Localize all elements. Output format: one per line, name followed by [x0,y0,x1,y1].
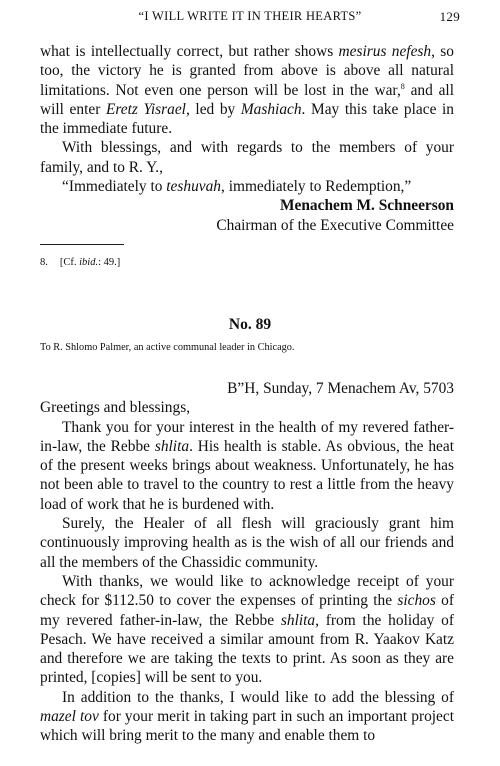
paragraph [40,177,454,196]
italic-term: Mashiach [240,100,302,118]
text-run: what is intellectually correct, but rather shows [40,43,339,60]
text-run: “Immediately to [62,178,167,196]
letter-body [40,379,454,746]
italic-term: mazel tov [40,708,99,726]
paragraph [40,688,454,746]
paragraph [40,572,454,688]
text-run: so too, the victory he is granted from above is above all natural limitations. Not even one person will be lost in the war, [40,43,454,99]
dateline: B”H, Sunday, 7 Menachem Av, 5703 [227,380,454,397]
text-run: and all will enter [40,81,454,118]
text-run: Thank you for your interest in the health of my revered father-in-law, the Rebbe [40,418,454,455]
greeting: Greetings and blessings, [40,399,191,417]
text-run: [Cf. [59,257,80,268]
page-number: 129 [439,9,460,24]
paragraph [40,418,454,514]
text-run: led by [189,100,241,118]
footnote-number: 8. [40,257,48,268]
footnote [40,257,120,268]
paragraph [40,42,454,138]
continued-letter [40,42,454,235]
text-run: In addition to the thanks, I would like to add the blessing of [62,688,454,706]
running-title: “I WILL WRITE IT IN THEIR HEARTS” [138,9,362,23]
paragraph: Surely, the Healer of all flesh will graciously grant him continuously improving health as is the wish of all our friends and all the members of the Chassidic community. [40,515,454,571]
text-run: With thanks, we would like to acknowledge receipt of your check for $112.50 to cover the expenses of printing the [40,572,454,610]
text-run: , immediately to Redemption,” [221,178,412,196]
signature-title: Chairman of the Executive Committee [216,216,454,234]
paragraph: With blessings, and with regards to the members of your family, and to R. Y., [40,139,454,176]
italic-term: shlita [154,437,190,455]
text-run: from the holiday of Pesach. We have received a similar amount from R. Yaakov Katz and therefore we are taking the texts to print. As soon as they are printed, [copies] will be sent to you. [40,611,454,687]
italic-term: shlita, [280,611,319,629]
text-run: : 49.] [98,257,121,268]
running-header [40,9,460,25]
recipient-note: To R. Shlomo Palmer, an active communal leader in Chicago. [40,342,295,353]
text-run: . His health is stable. As obvious, the heat of the present weeks brings about weakness. Unfortunately, he has not been able to travel to the country to rest a little from the heavy load of work that he is burdened with. [40,437,454,513]
italic-term: teshuvah [166,178,221,196]
footnote-reference[interactable]: 8 [400,81,405,91]
text-run: for your merit in taking part in such an important project which will bring merit to the many and enable them to [40,708,454,745]
italic-term: ibid. [79,257,99,268]
text-run: . May this take place in the immediate future. [40,100,454,138]
italic-term: sichos [397,592,436,610]
letter-number: No. 89 [228,316,272,333]
italic-term: Eretz Yisrael, [105,100,190,118]
footnote-rule [40,244,124,245]
text-run: of my revered father-in-law, the Rebbe [40,592,455,629]
signature-name: Menachem M. Schneerson [280,197,454,215]
italic-term: mesirus nefesh, [338,43,435,60]
